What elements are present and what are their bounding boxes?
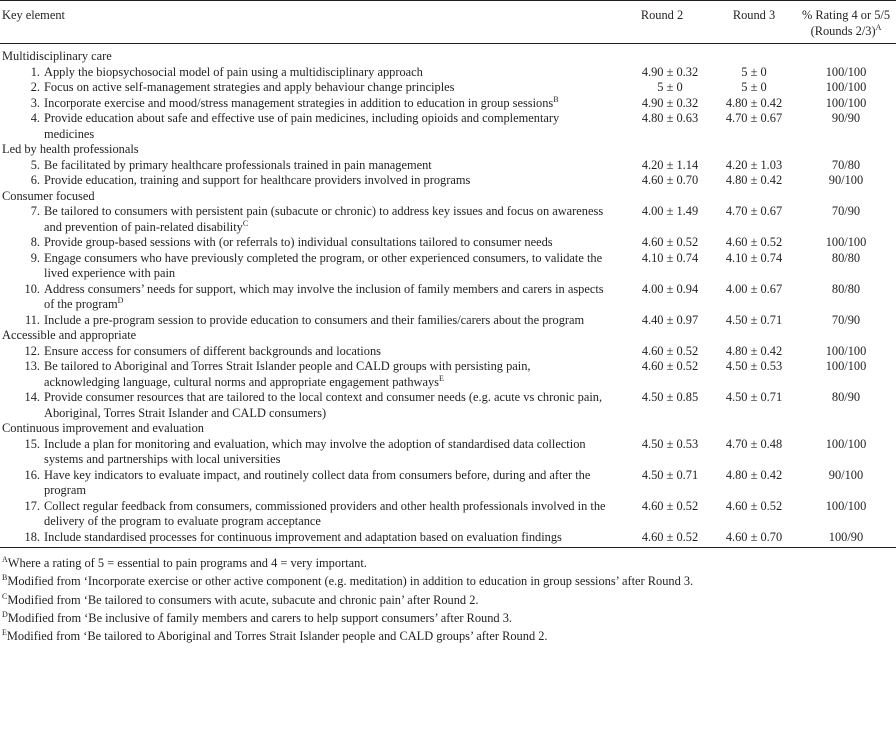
- table-row: [0, 344, 896, 360]
- percent-rating-value: 90/100: [828, 467, 864, 482]
- item-text-wrap: [44, 235, 612, 251]
- item-text-wrap: [44, 251, 612, 282]
- header-percent-footnote-mark: A: [875, 22, 882, 32]
- item-text: Ensure access for consumers of different backgrounds and locations: [44, 343, 381, 358]
- footnote-mark: D: [117, 295, 124, 305]
- item-text: Provide education about safe and effective use of pain medicines, including opioids and complementary medicines: [44, 111, 560, 141]
- table-row: [0, 390, 896, 421]
- item-text-wrap: [44, 65, 612, 81]
- item-number: 14.: [24, 390, 40, 404]
- section-row: [0, 328, 896, 344]
- footnote: [2, 591, 896, 609]
- item-text-wrap: [44, 282, 612, 313]
- key-element-cell: [0, 468, 612, 499]
- footnote-mark: E: [2, 628, 7, 638]
- round-2-value: 4.60 ± 0.52: [641, 235, 699, 249]
- percent-rating-value: 100/100: [825, 343, 867, 358]
- section-row: [0, 44, 896, 65]
- item-number: 9.: [30, 250, 40, 265]
- item-text: Provide education, training and support for healthcare providers involved in programs: [44, 173, 471, 187]
- item-text-wrap: [44, 313, 612, 329]
- item-text-wrap: [44, 359, 612, 390]
- item-text: Focus on active self-management strategies and apply behaviour change principles: [44, 80, 455, 94]
- table-row: [0, 80, 896, 96]
- round-3-value: 4.80 ± 0.42: [725, 467, 783, 482]
- footnote: [2, 572, 896, 590]
- round-2-value: 4.40 ± 0.97: [641, 312, 699, 327]
- round-3-value: 5 ± 0: [741, 64, 767, 79]
- table-row: [0, 359, 896, 390]
- key-element-cell: [0, 251, 612, 282]
- item-text: Include a pre-program session to provide education to consumers and their families/carers about the program: [44, 312, 585, 327]
- round-2-value: 4.50 ± 0.53: [641, 436, 699, 451]
- percent-rating-value: 70/90: [831, 312, 861, 327]
- footnote-mark: C: [2, 591, 8, 601]
- table-row: [0, 158, 896, 174]
- percent-rating-value: 100/100: [825, 436, 867, 451]
- round-3-value: 4.50 ± 0.71: [725, 390, 783, 404]
- percent-rating-value: 80/80: [831, 281, 861, 296]
- section-title: Accessible and appropriate: [2, 328, 137, 342]
- round-3-value: 4.60 ± 0.70: [725, 529, 783, 544]
- round-2-value: 4.90 ± 0.32: [641, 95, 699, 110]
- footnote-mark: B: [553, 94, 559, 104]
- item-text-wrap: [44, 499, 612, 530]
- item-text: Be facilitated by primary healthcare professionals trained in pain management: [44, 157, 432, 172]
- item-number: 8.: [30, 235, 40, 249]
- item-text-wrap: [44, 437, 612, 468]
- round-2-value: 4.60 ± 0.52: [641, 359, 699, 373]
- item-number: 5.: [30, 157, 40, 172]
- footnote-text: Where a rating of 5 = essential to pain programs and 4 = very important.: [7, 556, 367, 570]
- item-number: 10.: [24, 281, 40, 296]
- round-2-value: 4.00 ± 1.49: [641, 204, 699, 218]
- header-key-element: Key element: [2, 8, 65, 22]
- item-text: Be tailored to Aboriginal and Torres Strait Islander people and CALD groups with persisting pain, acknowledging language, cultural norms and appropriate engagement pathways: [44, 359, 531, 389]
- item-text: Include a plan for monitoring and evaluation, which may involve the adoption of standardised data collection systems and partnerships with local universities: [44, 436, 586, 466]
- table-row: [0, 111, 896, 142]
- item-text-wrap: [44, 80, 612, 96]
- footnote-text: Modified from ‘Be tailored to Aboriginal and Torres Strait Islander people and CALD groups’ after Round 2.: [6, 629, 548, 644]
- section-title: Led by health professionals: [2, 142, 139, 156]
- key-element-cell: [0, 313, 612, 329]
- section-title: Consumer focused: [2, 188, 95, 203]
- round-3-value: 4.70 ± 0.48: [725, 436, 783, 451]
- item-text-wrap: [44, 390, 612, 421]
- footnote-text: Modified from ‘Incorporate exercise or other active component (e.g. meditation) in addition to education in group sessions’ after Round 3.: [7, 574, 694, 589]
- key-element-cell: [0, 96, 612, 112]
- section-title: Multidisciplinary care: [2, 49, 112, 63]
- round-2-value: 4.90 ± 0.32: [641, 64, 699, 79]
- percent-rating-value: 100/100: [825, 359, 867, 373]
- footnote: [2, 554, 896, 572]
- table-row: [0, 204, 896, 235]
- item-text-wrap: [44, 204, 612, 235]
- round-2-value: 4.60 ± 0.52: [641, 343, 699, 358]
- table-row: [0, 251, 896, 282]
- section-title: Continuous improvement and evaluation: [2, 421, 205, 435]
- round-2-value: 4.50 ± 0.85: [641, 390, 699, 404]
- round-3-value: 4.50 ± 0.71: [725, 312, 783, 327]
- percent-rating-value: 100/100: [825, 80, 867, 94]
- footnotes: [0, 554, 896, 645]
- item-text-wrap: [44, 468, 612, 499]
- key-element-cell: [0, 111, 612, 142]
- item-number: 1.: [30, 64, 40, 79]
- percent-rating-value: 80/90: [831, 390, 861, 404]
- footnote-text: Modified from ‘Be tailored to consumers with acute, subacute and chronic pain’ after Round 2.: [7, 592, 479, 607]
- item-number: 16.: [24, 467, 40, 482]
- item-text: Collect regular feedback from consumers, commissioned providers and other health professionals involved in the delivery of the program to evaluate program acceptance: [44, 498, 606, 528]
- key-element-cell: [0, 65, 612, 81]
- item-text-wrap: [44, 111, 612, 142]
- percent-rating-value: 90/100: [828, 173, 864, 187]
- item-text: Provide group-based sessions with (or referrals to) individual consultations tailored to consumer needs: [44, 235, 553, 249]
- header-percent-rating: [796, 1, 896, 43]
- round-2-value: 4.60 ± 0.52: [641, 498, 699, 513]
- item-text: Engage consumers who have previously completed the program, or other experienced consumers, to validate the lived experience with pain: [44, 250, 603, 280]
- item-text: Provide consumer resources that are tailored to the local context and consumer needs (e.g. acute vs chronic pain, Aboriginal, Torres Strait Islander and CALD consumers): [44, 390, 603, 420]
- round-2-value: 4.10 ± 0.74: [641, 250, 699, 265]
- round-3-value: 4.70 ± 0.67: [725, 111, 783, 125]
- round-2-value: 4.60 ± 0.52: [641, 529, 699, 544]
- round-3-value: 4.60 ± 0.52: [725, 498, 783, 513]
- round-3-value: 4.10 ± 0.74: [725, 250, 783, 265]
- key-element-cell: [0, 530, 612, 546]
- item-text: Have key indicators to evaluate impact, and routinely collect data from consumers before, during and after the program: [44, 467, 591, 497]
- key-element-cell: [0, 158, 612, 174]
- header-round-3: Round 3: [732, 8, 776, 22]
- table-row: [0, 437, 896, 468]
- item-text-wrap: [44, 344, 612, 360]
- item-number: 3.: [30, 95, 40, 110]
- item-number: 6.: [30, 173, 40, 187]
- item-text-wrap: [44, 173, 612, 189]
- percent-rating-value: 100/100: [825, 64, 867, 79]
- round-2-value: 4.20 ± 1.14: [641, 157, 699, 172]
- item-text-wrap: [44, 530, 612, 546]
- header-percent-line1: % Rating 4 or 5/5: [801, 8, 891, 22]
- item-number: 4.: [30, 111, 40, 125]
- table-row: [0, 282, 896, 313]
- item-text: Be tailored to consumers with persistent pain (subacute or chronic) to address key issues and focus on awareness and prevention of pain-related disability: [44, 204, 604, 234]
- key-element-cell: [0, 235, 612, 251]
- footnote-mark: E: [439, 373, 444, 383]
- table-row: [0, 499, 896, 530]
- item-text: Include standardised processes for continuous improvement and adaptation based on evaluation findings: [44, 529, 562, 544]
- header-round-2: Round 2: [640, 8, 684, 22]
- section-row: [0, 421, 896, 437]
- round-3-value: 4.80 ± 0.42: [725, 95, 783, 110]
- percent-rating-value: 90/90: [831, 111, 861, 125]
- table-row: [0, 235, 896, 251]
- item-number: 12.: [24, 343, 40, 358]
- key-element-cell: [0, 204, 612, 235]
- round-2-value: 4.80 ± 0.63: [641, 111, 699, 125]
- key-element-cell: [0, 344, 612, 360]
- table-body: [0, 44, 896, 545]
- footnote-mark: B: [2, 573, 8, 583]
- key-element-cell: [0, 499, 612, 530]
- item-number: 2.: [30, 80, 40, 94]
- round-2-value: 4.60 ± 0.70: [641, 173, 699, 187]
- item-text-wrap: [44, 96, 612, 112]
- section-row: [0, 142, 896, 158]
- item-number: 13.: [24, 359, 40, 373]
- percent-rating-value: 70/80: [831, 157, 861, 172]
- round-2-value: 4.50 ± 0.71: [641, 467, 699, 482]
- key-elements-table: [0, 1, 896, 545]
- percent-rating-value: 70/90: [831, 204, 861, 218]
- key-element-cell: [0, 80, 612, 96]
- round-3-value: 4.80 ± 0.42: [725, 343, 783, 358]
- item-number: 7.: [30, 204, 40, 218]
- round-2-value: 4.00 ± 0.94: [641, 281, 699, 296]
- table-row: [0, 530, 896, 546]
- round-2-value: 5 ± 0: [657, 80, 683, 94]
- round-3-value: 5 ± 0: [741, 80, 767, 94]
- key-element-cell: [0, 173, 612, 189]
- footnote-mark: C: [242, 218, 249, 228]
- key-element-cell: [0, 282, 612, 313]
- item-text: Apply the biopsychosocial model of pain using a multidisciplinary approach: [44, 64, 423, 79]
- round-3-value: 4.00 ± 0.67: [725, 281, 783, 296]
- item-number: 18.: [24, 529, 40, 544]
- footnote: [2, 609, 896, 627]
- percent-rating-value: 100/90: [828, 529, 864, 544]
- footnote-mark: A: [2, 554, 8, 564]
- table-row: [0, 173, 896, 189]
- table-row: [0, 313, 896, 329]
- key-element-cell: [0, 359, 612, 390]
- percent-rating-value: 100/100: [825, 498, 867, 513]
- item-number: 15.: [24, 436, 40, 451]
- key-element-cell: [0, 390, 612, 421]
- item-text: Address consumers’ needs for support, which may involve the inclusion of family members and carers in aspects of the program: [44, 281, 604, 311]
- section-row: [0, 189, 896, 205]
- round-3-value: 4.20 ± 1.03: [725, 157, 783, 172]
- table-row: [0, 468, 896, 499]
- percent-rating-value: 100/100: [825, 235, 867, 249]
- item-text-wrap: [44, 158, 612, 174]
- round-3-value: 4.60 ± 0.52: [725, 235, 783, 249]
- footnote-mark: D: [2, 609, 8, 619]
- percent-rating-value: 80/80: [831, 250, 861, 265]
- table-row: [0, 65, 896, 81]
- item-text: Incorporate exercise and mood/stress management strategies in addition to education in group sessions: [44, 95, 554, 110]
- item-number: 17.: [24, 498, 40, 513]
- header-percent-line2: (Rounds 2/3): [810, 23, 876, 38]
- footnote: [2, 627, 896, 645]
- table-row: [0, 96, 896, 112]
- round-3-value: 4.70 ± 0.67: [725, 204, 783, 218]
- percent-rating-value: 100/100: [825, 95, 867, 110]
- item-number: 11.: [24, 312, 40, 327]
- footnote-text: Modified from ‘Be inclusive of family members and carers to help support consumers’ after Round 3.: [7, 610, 512, 625]
- key-element-cell: [0, 437, 612, 468]
- round-3-value: 4.50 ± 0.53: [725, 359, 783, 373]
- bottom-rule: [0, 547, 896, 548]
- round-3-value: 4.80 ± 0.42: [725, 173, 783, 187]
- table-header: [0, 1, 896, 44]
